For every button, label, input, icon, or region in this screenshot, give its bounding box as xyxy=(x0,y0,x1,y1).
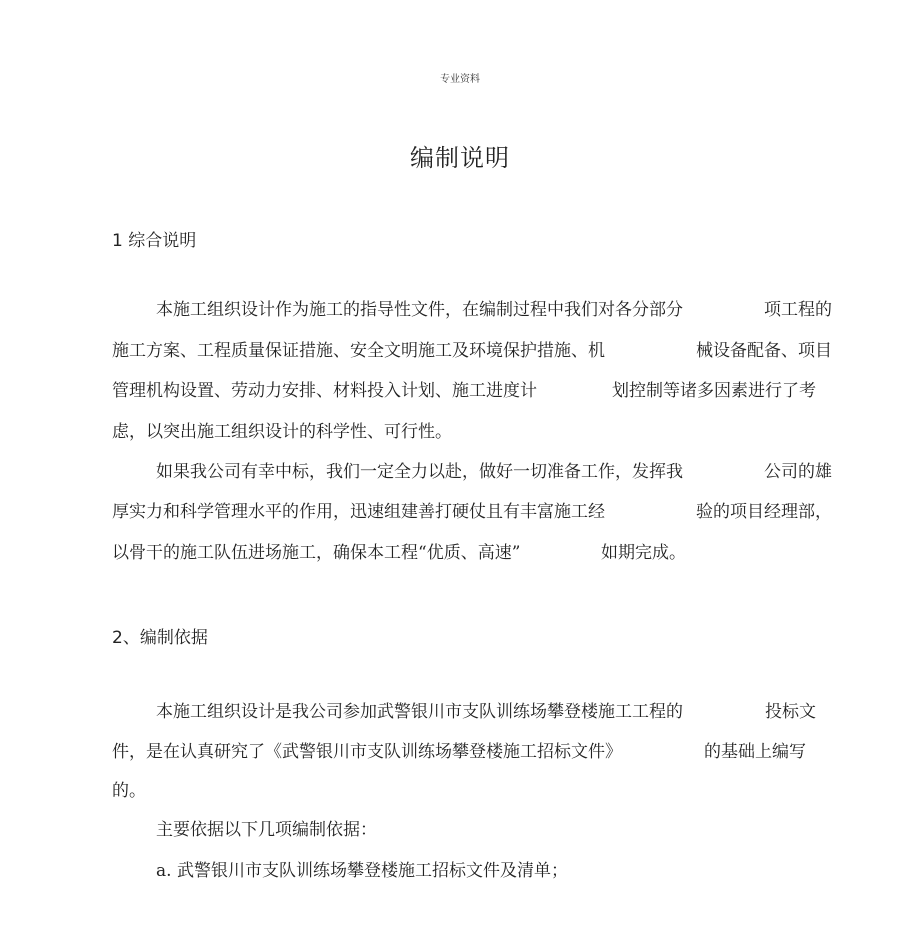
text-segment: 项工程的 xyxy=(764,300,832,320)
text-segment: 本施工组织设计作为施工的指导性文件，在编制过程中我们对各分部分 xyxy=(156,300,683,320)
page-header: 专业资料 xyxy=(440,74,480,85)
text-segment: 划控制等诸多因素进行了考 xyxy=(612,381,816,401)
section-1-para-2-line-2 xyxy=(112,497,832,527)
text-segment: 厚实力和科学管理水平的作用，迅速组建善打硬仗且有丰富施工经 xyxy=(112,502,605,522)
text-segment: 的基础上编写 xyxy=(704,742,806,762)
text-segment: 管理机构设置、劳动力安排、材料投入计划、施工进度计 xyxy=(112,381,537,401)
section-2-para-1-line-2 xyxy=(112,737,832,767)
text-segment: 的。 xyxy=(112,781,146,801)
text-segment: 件，是在认真研究了《武警银川市支队训练场攀登楼施工招标文件》 xyxy=(112,742,622,762)
page-title: 编制说明 xyxy=(410,144,510,172)
text-segment: 本施工组织设计是我公司参加武警银川市支队训练场攀登楼施工工程的 xyxy=(156,702,683,722)
section-1-para-2-line-3 xyxy=(112,538,832,568)
text-segment: 如果我公司有幸中标，我们一定全力以赴，做好一切准备工作，发挥我 xyxy=(156,462,683,482)
text-segment: 投标文 xyxy=(765,702,816,722)
section-2-para-1-line-1 xyxy=(112,697,832,727)
text-segment: 验的项目经理部， xyxy=(696,502,832,522)
section-1-para-1-line-4 xyxy=(112,417,832,447)
text-segment: a. 武警银川市支队训练场攀登楼施工招标文件及清单； xyxy=(156,861,568,881)
text-segment: 虑，以突出施工组织设计的科学性、可行性。 xyxy=(112,422,452,442)
section-1-heading: 1 综合说明 xyxy=(112,231,197,251)
section-1-para-1-line-1 xyxy=(112,295,832,325)
section-2-para-1-line-3 xyxy=(112,776,832,806)
section-2-para-2 xyxy=(112,815,832,845)
text-segment: 械设备配备、项目 xyxy=(696,341,832,361)
text-segment: 公司的雄 xyxy=(764,462,832,482)
section-1-para-2-line-1 xyxy=(112,457,832,487)
text-segment: 施工方案、工程质量保证措施、安全文明施工及环境保护措施、机 xyxy=(112,341,605,361)
section-1-para-1-line-2 xyxy=(112,336,832,366)
section-2-heading: 2、编制依据 xyxy=(112,628,208,648)
text-segment: 以骨干的施工队伍进场施工，确保本工程“优质、高速” xyxy=(112,543,521,563)
section-2-item-a xyxy=(112,856,832,886)
text-segment: 主要依据以下几项编制依据： xyxy=(156,820,377,840)
text-segment: 如期完成。 xyxy=(601,543,686,563)
section-1-para-1-line-3 xyxy=(112,376,832,406)
